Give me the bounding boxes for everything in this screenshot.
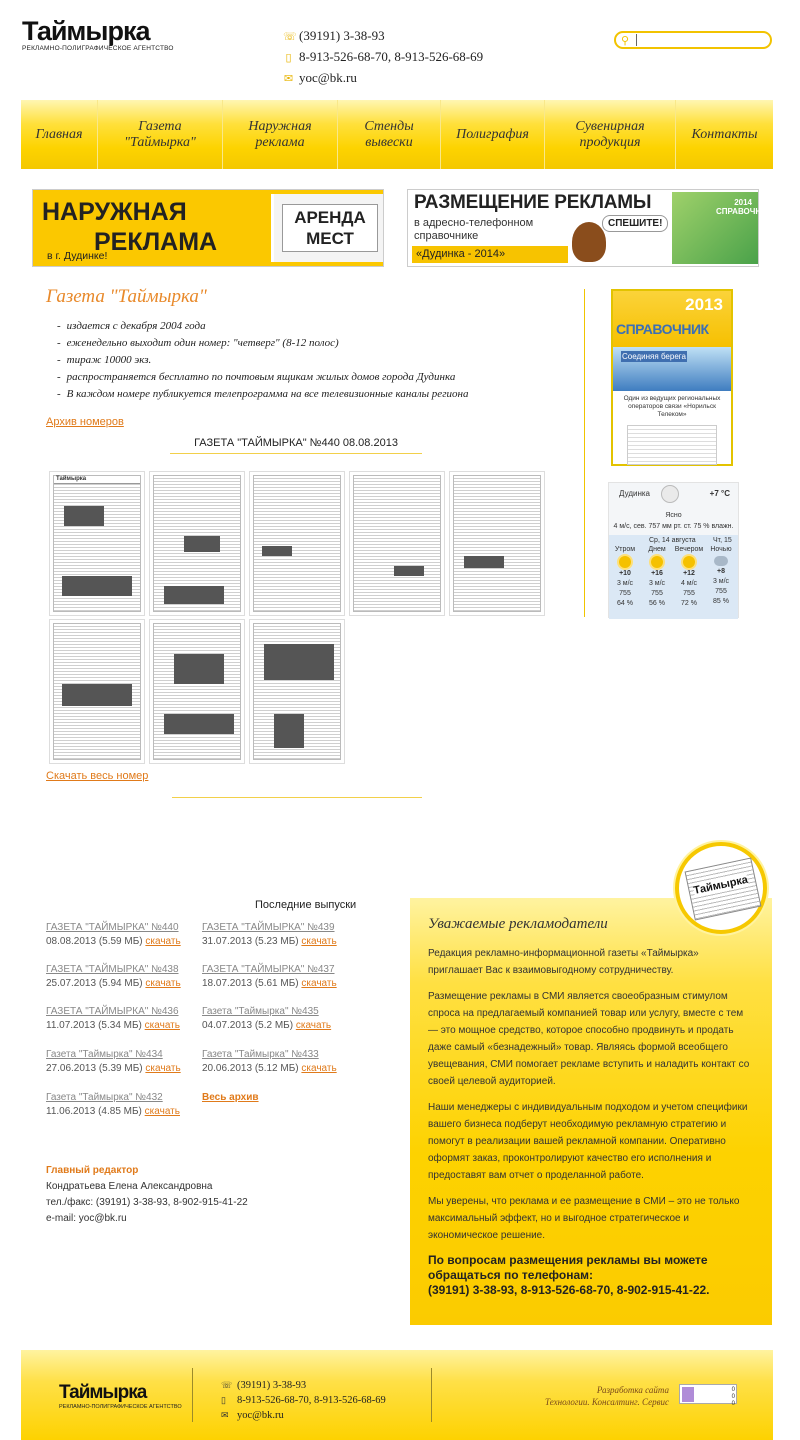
- weather-widget[interactable]: [608, 482, 739, 618]
- issue-meta: 27.06.2013 (5.39 МБ): [46, 1063, 143, 1074]
- issue-meta: 04.07.2013 (5.2 МБ): [202, 1020, 294, 1031]
- forecast-pressure: 755: [715, 588, 727, 595]
- main-nav: [21, 100, 773, 169]
- cloud-icon: [714, 556, 728, 566]
- all-archive-link[interactable]: Весь архив: [202, 1092, 259, 1103]
- forecast-pressure: 755: [651, 590, 663, 597]
- mobile-icon: ▯: [285, 52, 292, 64]
- forecast-date2: Чт, 15: [713, 537, 732, 544]
- banner2-sub1: в адресно-телефонном: [414, 217, 534, 229]
- banner1-sign2: МЕСТ: [306, 229, 354, 248]
- forecast-morning: [609, 545, 641, 609]
- issue-page-thumbnail[interactable]: [49, 471, 145, 616]
- forecast-date1: Ср, 14 августа: [649, 537, 696, 544]
- download-full-issue-link[interactable]: Скачать весь номер: [46, 770, 149, 782]
- weather-condition: Ясно: [665, 512, 682, 519]
- bear-mascot-image: [572, 222, 606, 262]
- site-logo[interactable]: [22, 16, 174, 52]
- forecast-wind: 3 м/с: [648, 580, 666, 587]
- header-email[interactable]: yoc@bk.ru: [299, 70, 357, 85]
- directory-ad-page-image: [627, 425, 717, 465]
- editor-phone: тел./факс: (39191) 3-38-93, 8-902-915-41-22: [46, 1197, 248, 1208]
- dev-line1: Разработка сайта: [596, 1385, 669, 1395]
- fact-item: - В каждом номере публикуется телепрограмма на все телевизионные каналы региона: [57, 386, 468, 403]
- issue-meta: 20.06.2013 (5.12 МБ): [202, 1063, 299, 1074]
- forecast-pressure: 755: [683, 590, 695, 597]
- list-item: [46, 1091, 196, 1119]
- issue-meta: 08.08.2013 (5.59 МБ): [46, 936, 143, 947]
- forecast-label: Утром: [614, 546, 636, 553]
- forecast-pressure: 755: [619, 590, 631, 597]
- search-box: [614, 31, 772, 49]
- issue-download-link[interactable]: скачать: [144, 1106, 180, 1117]
- issue-meta: 25.07.2013 (5.94 МБ): [46, 978, 143, 989]
- content-divider: [172, 797, 422, 798]
- issue-download-link[interactable]: скачать: [145, 978, 181, 989]
- thumb-label: Таймырка: [54, 476, 140, 484]
- footer-divider: [192, 1368, 193, 1422]
- search-input[interactable]: [636, 34, 766, 46]
- visit-counter[interactable]: [679, 1384, 737, 1407]
- mail-icon: ✉: [283, 73, 294, 85]
- footer-logo-text: Таймырка: [59, 1382, 147, 1403]
- logo-text: Таймырка: [22, 16, 150, 46]
- footer-logo-tagline: РЕКЛАМНО-ПОЛИГРАФИЧЕСКОЕ АГЕНТСТВО: [59, 1404, 182, 1410]
- issue-page-thumbnail[interactable]: [149, 619, 245, 764]
- editor-info: [46, 1163, 248, 1227]
- mail-icon: ✉: [221, 1410, 229, 1420]
- stamp-label: Таймырка: [692, 873, 750, 897]
- editor-email: e-mail: yoc@bk.ru: [46, 1213, 127, 1224]
- issue-link[interactable]: ГАЗЕТА "ТАЙМЫРКА" №436: [46, 1006, 179, 1017]
- advertisers-call: По вопросам размещения рекламы вы можете обращаться по телефонам:: [428, 1253, 708, 1282]
- header-mobile: 8-913-526-68-70, 8-913-526-68-69: [299, 49, 484, 64]
- footer-contacts: [221, 1378, 386, 1423]
- weather-city: Дудинка: [619, 489, 651, 498]
- forecast-temp: +16: [651, 570, 663, 577]
- forecast-humidity: 56 %: [649, 600, 665, 607]
- issue-page-thumbnail[interactable]: [449, 471, 545, 616]
- footer: [21, 1350, 773, 1440]
- issue-download-link[interactable]: скачать: [301, 1063, 337, 1074]
- banner1-line2: РЕКЛАМА: [94, 228, 218, 256]
- phone-icon: ☏: [283, 31, 297, 43]
- list-item: [46, 1048, 196, 1076]
- header-phone: (39191) 3-38-93: [299, 28, 385, 43]
- counter-values: [697, 1387, 735, 1407]
- issue-page-thumbnail[interactable]: [349, 471, 445, 616]
- list-item: [202, 963, 352, 991]
- forecast-humidity: 72 %: [681, 600, 697, 607]
- counter-value: 0: [731, 1394, 735, 1400]
- issue-meta: 31.07.2013 (5.23 МБ): [202, 936, 299, 947]
- advertisers-box: [410, 898, 772, 1325]
- issue-link[interactable]: Газета "Таймырка" №432: [46, 1092, 163, 1103]
- issue-meta: 11.06.2013 (4.85 МБ): [46, 1106, 142, 1117]
- issue-download-link[interactable]: скачать: [145, 936, 181, 947]
- advertisers-paragraph: Мы уверены, что реклама и ее размещение в СМИ – это не только максимальный эффект, но и выгодное стратегическое и экономическое решение.: [428, 1196, 740, 1241]
- nav-item-souvenirs[interactable]: Сувенирная продукция: [545, 100, 676, 169]
- sun-icon: [619, 556, 631, 568]
- banner2-book-label: 2014 СПРАВОЧНИК: [716, 198, 772, 216]
- issue-link[interactable]: Газета "Таймырка" №433: [202, 1049, 319, 1060]
- footer-phone: (39191) 3-38-93: [237, 1380, 307, 1391]
- fact-item: - издается с декабря 2004 года: [57, 318, 468, 335]
- header-contacts: [283, 28, 483, 91]
- weather-temp: +7 °C: [709, 489, 730, 498]
- issue-download-link[interactable]: скачать: [301, 978, 337, 989]
- forecast-evening: [673, 545, 705, 609]
- advertisers-paragraph: Редакция рекламно-информационной газеты «Таймырка» приглашает Вас к взаимовыгодному сотрудничеству.: [428, 948, 699, 976]
- banner2-strip: «Дудинка - 2014»: [412, 246, 568, 263]
- list-item: [46, 1005, 196, 1033]
- banner1-city: в г. Дудинке!: [47, 250, 108, 262]
- issue-page-thumbnail[interactable]: [249, 471, 345, 616]
- dev-line2: Технологии. Консалтинг. Сервис: [545, 1397, 669, 1407]
- forecast-label: Ночью: [710, 546, 732, 553]
- fact-item: - тираж 10000 экз.: [57, 352, 468, 369]
- issue-link[interactable]: Газета "Таймырка" №434: [46, 1049, 163, 1060]
- directory-caption: Соединяя берега: [622, 352, 686, 361]
- advertisers-paragraph: Размещение рекламы в СМИ является своеобразным стимулом спроса на предлагаемый компанией товар или услугу, вместе с тем — это мощное средство, которое способно продвинуть и продать даже самый «безнадежный» товар. Являясь формой всеобщего увещевания, СМИ помогает рекламе вступить и наладить контакт со своей целевой аудиторией.: [428, 991, 750, 1087]
- list-item: [202, 921, 352, 949]
- issue-page-thumbnail[interactable]: [149, 471, 245, 616]
- counter-icon: [682, 1387, 694, 1402]
- phone-icon: ☏: [221, 1380, 233, 1390]
- directory-ads-banner[interactable]: [407, 189, 772, 267]
- forecast-label: Днем: [648, 546, 666, 553]
- list-item: [202, 1005, 352, 1033]
- issue-download-link[interactable]: скачать: [295, 1020, 332, 1031]
- newspaper-facts: [57, 318, 468, 403]
- issue-heading: ГАЗЕТА "ТАЙМЫРКА" №440 08.08.2013: [170, 437, 422, 454]
- forecast-night: [705, 545, 737, 607]
- banner1-billboard: [271, 194, 383, 262]
- directory-text: Один из ведущих региональных операторов связи «Норильск Телеком»: [623, 395, 721, 418]
- footer-divider: [431, 1368, 432, 1422]
- issue-download-link[interactable]: скачать: [144, 1020, 180, 1031]
- weather-details: 4 м/с, сев. 757 мм рт. ст. 75 % влажн.: [613, 523, 734, 530]
- content-divider: [584, 289, 585, 617]
- banner2-sub2: справочнике: [414, 230, 479, 242]
- forecast-temp: +10: [619, 570, 631, 577]
- directory-name: СПРАВОЧНИК: [616, 321, 709, 337]
- forecast-humidity: 85 %: [713, 598, 729, 605]
- issue-link[interactable]: ГАЗЕТА "ТАЙМЫРКА" №438: [46, 964, 179, 975]
- issue-page-thumbnail[interactable]: [49, 619, 145, 764]
- issue-link[interactable]: ГАЗЕТА "ТАЙМЫРКА" №440: [46, 922, 179, 933]
- advertisers-paragraph: Наши менеджеры с индивидуальным подходом и учетом специфики вашего бизнеса подберут необходимую рекламную стратегию и помогут в реализации вашей рекламной компании. Оперативно оформят заказ, проконтролируют качество его исполнения и предоставят вам отчет о проделанной работе.: [428, 1102, 748, 1181]
- banner2-title: РАЗМЕЩЕНИЕ РЕКЛАМЫ: [414, 192, 652, 213]
- issue-meta: 11.07.2013 (5.34 МБ): [46, 1020, 142, 1031]
- forecast-wind: 3 м/с: [616, 580, 634, 587]
- forecast-wind: 4 м/с: [680, 580, 698, 587]
- editor-heading: Главный редактор: [46, 1165, 139, 1176]
- editor-name: Кондратьева Елена Александровна: [46, 1181, 213, 1192]
- issue-link[interactable]: Газета "Таймырка" №435: [202, 1006, 319, 1017]
- issue-meta: 18.07.2013 (5.61 МБ): [202, 978, 299, 989]
- mobile-icon: ▯: [221, 1395, 226, 1405]
- forecast-label: Вечером: [674, 546, 704, 553]
- bridge-image: [613, 347, 731, 391]
- list-item: [202, 1048, 352, 1076]
- outdoor-ads-banner[interactable]: [32, 189, 384, 267]
- search-icon[interactable]: ⚲: [621, 35, 630, 47]
- banner1-line1: НАРУЖНАЯ: [42, 198, 187, 226]
- directory-ad[interactable]: [611, 289, 733, 466]
- nav-item-home[interactable]: Главная: [21, 100, 98, 169]
- nav-item-printing[interactable]: Полиграфия: [441, 100, 545, 169]
- banner2-hurry: СПЕШИТЕ!: [602, 215, 668, 232]
- fact-item: - распространяется бесплатно по почтовым ящикам жилых домов города Дудинка: [57, 369, 468, 386]
- issue-download-link[interactable]: скачать: [145, 1063, 181, 1074]
- issue-link[interactable]: ГАЗЕТА "ТАЙМЫРКА" №437: [202, 964, 335, 975]
- sun-icon: [651, 556, 663, 568]
- issue-download-link[interactable]: скачать: [301, 936, 337, 947]
- banner1-sign1: АРЕНДА: [294, 208, 366, 227]
- newspaper-stamp-image: [675, 842, 767, 934]
- nav-item-stands[interactable]: Стенды вывески: [338, 100, 441, 169]
- forecast-wind: 3 м/с: [712, 578, 730, 585]
- nav-item-newspaper[interactable]: Газета "Таймырка": [98, 100, 223, 169]
- archive-link[interactable]: Архив номеров: [46, 416, 124, 428]
- counter-value: 0: [731, 1401, 735, 1407]
- fact-item: - еженедельно выходит один номер: "четверг" (8-12 полос): [57, 335, 468, 352]
- directory-cover-image: [672, 192, 772, 264]
- nav-item-contacts[interactable]: Контакты: [691, 126, 758, 142]
- issue-page-thumbnail[interactable]: [249, 619, 345, 764]
- footer-email[interactable]: yoc@bk.ru: [237, 1410, 284, 1421]
- sun-icon: [683, 556, 695, 568]
- forecast-temp: +8: [717, 568, 725, 575]
- list-item: [46, 963, 196, 991]
- counter-value: 0: [731, 1387, 735, 1393]
- forecast-day: [641, 545, 673, 609]
- footer-mobile: 8-913-526-68-70, 8-913-526-68-69: [237, 1395, 386, 1406]
- nav-item-outdoor-ads[interactable]: Наружная реклама: [223, 100, 338, 169]
- list-item: [46, 921, 196, 949]
- forecast-humidity: 64 %: [617, 600, 633, 607]
- directory-year: 2013: [685, 295, 723, 314]
- advertisers-phones: (39191) 3-38-93, 8-913-526-68-70, 8-902-915-41-22.: [428, 1283, 710, 1297]
- advertisers-heading: Уважаемые рекламодатели: [428, 916, 608, 932]
- latest-issues-title: Последние выпуски: [255, 899, 357, 911]
- page-title: Газета "Таймырка": [46, 286, 207, 307]
- logo-tagline: РЕКЛАМНО-ПОЛИГРАФИЧЕСКОЕ АГЕНТСТВО: [22, 45, 174, 52]
- forecast-temp: +12: [683, 570, 695, 577]
- moon-icon: [661, 485, 679, 503]
- developer-credit[interactable]: [545, 1384, 669, 1408]
- footer-logo[interactable]: [59, 1382, 182, 1410]
- issue-link[interactable]: ГАЗЕТА "ТАЙМЫРКА" №439: [202, 922, 335, 933]
